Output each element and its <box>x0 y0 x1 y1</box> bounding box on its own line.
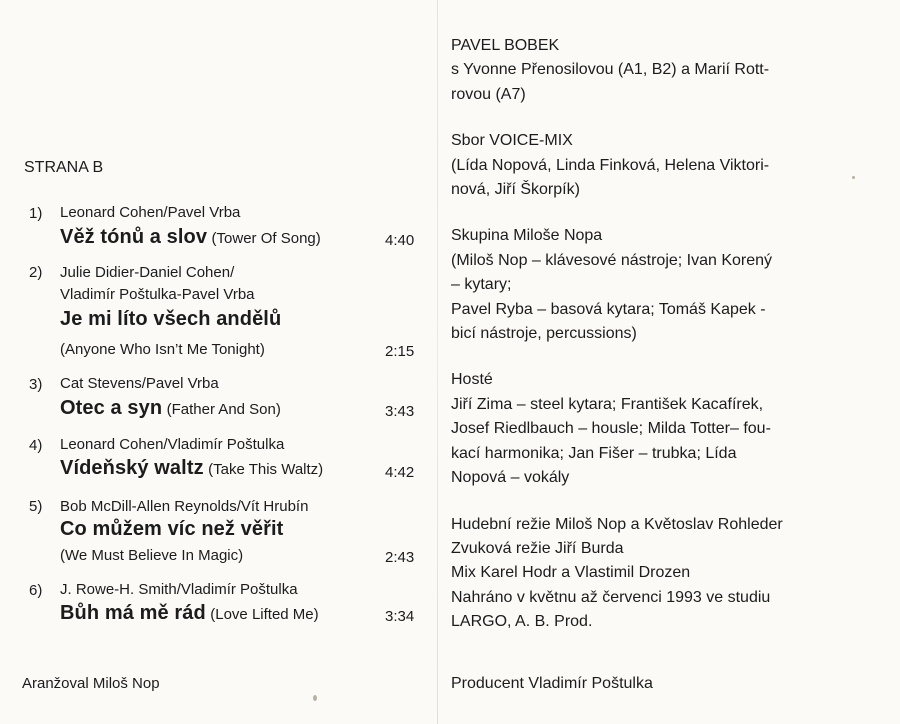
credit-line: Josef Riedlbauch – housle; Milda Totter– fou- <box>451 420 771 438</box>
credit-line: (Miloš Nop – klávesové nástroje; Ivan Korený <box>451 251 773 269</box>
producer-credit: Producent Vladimír Poštulka <box>451 675 653 692</box>
credit-block-guests <box>451 368 891 490</box>
credit-line: Nahráno v květnu až červenci 1993 ve studiu <box>451 588 771 606</box>
credit-line: Jiří Zima – steel kytara; František Kacafírek, <box>451 395 764 413</box>
track-authors <box>60 434 284 456</box>
track-title: Co můžem víc než věřit <box>60 518 284 540</box>
track-author-line: Bob McDill-Allen Reynolds/Vít Hrubín <box>60 498 309 515</box>
credit-line: Pavel Ryba – basová kytara; Tomáš Kapek - <box>451 300 766 318</box>
track-title: Bůh má mě rád <box>60 602 206 624</box>
track-duration: 4:42 <box>385 464 415 481</box>
track-original-title: (Take This Waltz) <box>208 461 324 478</box>
track-number: 4) <box>29 437 43 454</box>
credit-line: Hosté <box>451 371 493 389</box>
credit-block-artist <box>451 34 891 107</box>
track-title-line <box>60 518 283 541</box>
paper-speck <box>852 176 855 179</box>
credit-line: bicí nástroje, percussions) <box>451 325 637 343</box>
credit-line: Nopová – vokály <box>451 469 570 487</box>
track-authors <box>60 262 255 306</box>
track-original-line <box>60 547 243 565</box>
track-author-line: Leonard Cohen/Pavel Vrba <box>60 204 241 221</box>
credit-line: LARGO, A. B. Prod. <box>451 613 593 631</box>
track-original-title: (Anyone Who Isn’t Me Tonight) <box>60 341 265 358</box>
track-original-title: (Tower Of Song) <box>211 230 321 247</box>
track-title-line <box>60 457 323 480</box>
track-number: 2) <box>29 264 43 281</box>
credit-line: Skupina Miloše Nopa <box>451 227 603 245</box>
track-title: Je mi líto všech andělů <box>60 308 282 330</box>
track-author-line: Vladimír Poštulka-Pavel Vrba <box>60 286 255 303</box>
credit-line: Zvuková režie Jiří Burda <box>451 539 624 557</box>
track-duration: 2:15 <box>385 343 415 360</box>
track-author-line: Cat Stevens/Pavel Vrba <box>60 375 219 392</box>
track-duration: 4:40 <box>385 232 415 249</box>
credit-line: kací harmonika; Jan Fišer – trubka; Lída <box>451 444 737 462</box>
credit-line: Hudební režie Miloš Nop a Květoslav Rohleder <box>451 515 783 533</box>
credit-block-choir <box>451 129 891 202</box>
track-title: Vídeňský waltz <box>60 457 204 479</box>
track-number: 6) <box>29 582 43 599</box>
credit-line: (Lída Nopová, Linda Finková, Helena Viktori- <box>451 156 770 174</box>
track-authors <box>60 202 240 224</box>
paper-speck <box>313 695 317 701</box>
credit-line: Mix Karel Hodr a Vlastimil Drozen <box>451 564 691 582</box>
credit-line: nová, Jiří Škorpík) <box>451 181 580 199</box>
arranger-credit: Aranžoval Miloš Nop <box>22 675 160 692</box>
track-title: Otec a syn <box>60 397 163 419</box>
credit-block-production <box>451 513 891 635</box>
fold-line <box>437 0 438 724</box>
credit-line: s Yvonne Přenosilovou (A1, B2) a Marií Rott- <box>451 61 770 79</box>
track-author-line: Julie Didier-Daniel Cohen/ <box>60 264 235 281</box>
track-author-line: Leonard Cohen/Vladimír Poštulka <box>60 436 285 453</box>
tracklist-panel <box>0 0 437 724</box>
track-original-title: (We Must Believe In Magic) <box>60 547 244 564</box>
track-number: 1) <box>29 205 43 222</box>
track-author-line: J. Rowe-H. Smith/Vladimír Poštulka <box>60 581 298 598</box>
track-duration: 3:43 <box>385 403 415 420</box>
track-original-title: (Love Lifted Me) <box>210 606 319 623</box>
credit-line: – kytary; <box>451 276 512 294</box>
credit-block-band <box>451 224 891 346</box>
track-duration: 3:34 <box>385 608 415 625</box>
credits-panel <box>451 34 891 657</box>
credit-line: Sbor VOICE-MIX <box>451 132 573 150</box>
credit-line: PAVEL BOBEK <box>451 37 560 54</box>
track-authors <box>60 373 219 395</box>
track-authors <box>60 579 298 601</box>
track-number: 5) <box>29 498 43 515</box>
track-title: Věž tónů a slov <box>60 226 208 248</box>
track-title-line <box>60 397 281 420</box>
track-title-line <box>60 308 281 331</box>
track-duration: 2:43 <box>385 549 415 566</box>
track-original-line <box>60 341 265 359</box>
side-label: STRANA B <box>24 159 104 176</box>
track-authors <box>60 496 308 518</box>
track-original-title: (Father And Son) <box>166 401 281 418</box>
credit-line: rovou (A7) <box>451 85 526 103</box>
track-title-line <box>60 226 321 249</box>
track-title-line <box>60 602 319 625</box>
track-number: 3) <box>29 376 43 393</box>
